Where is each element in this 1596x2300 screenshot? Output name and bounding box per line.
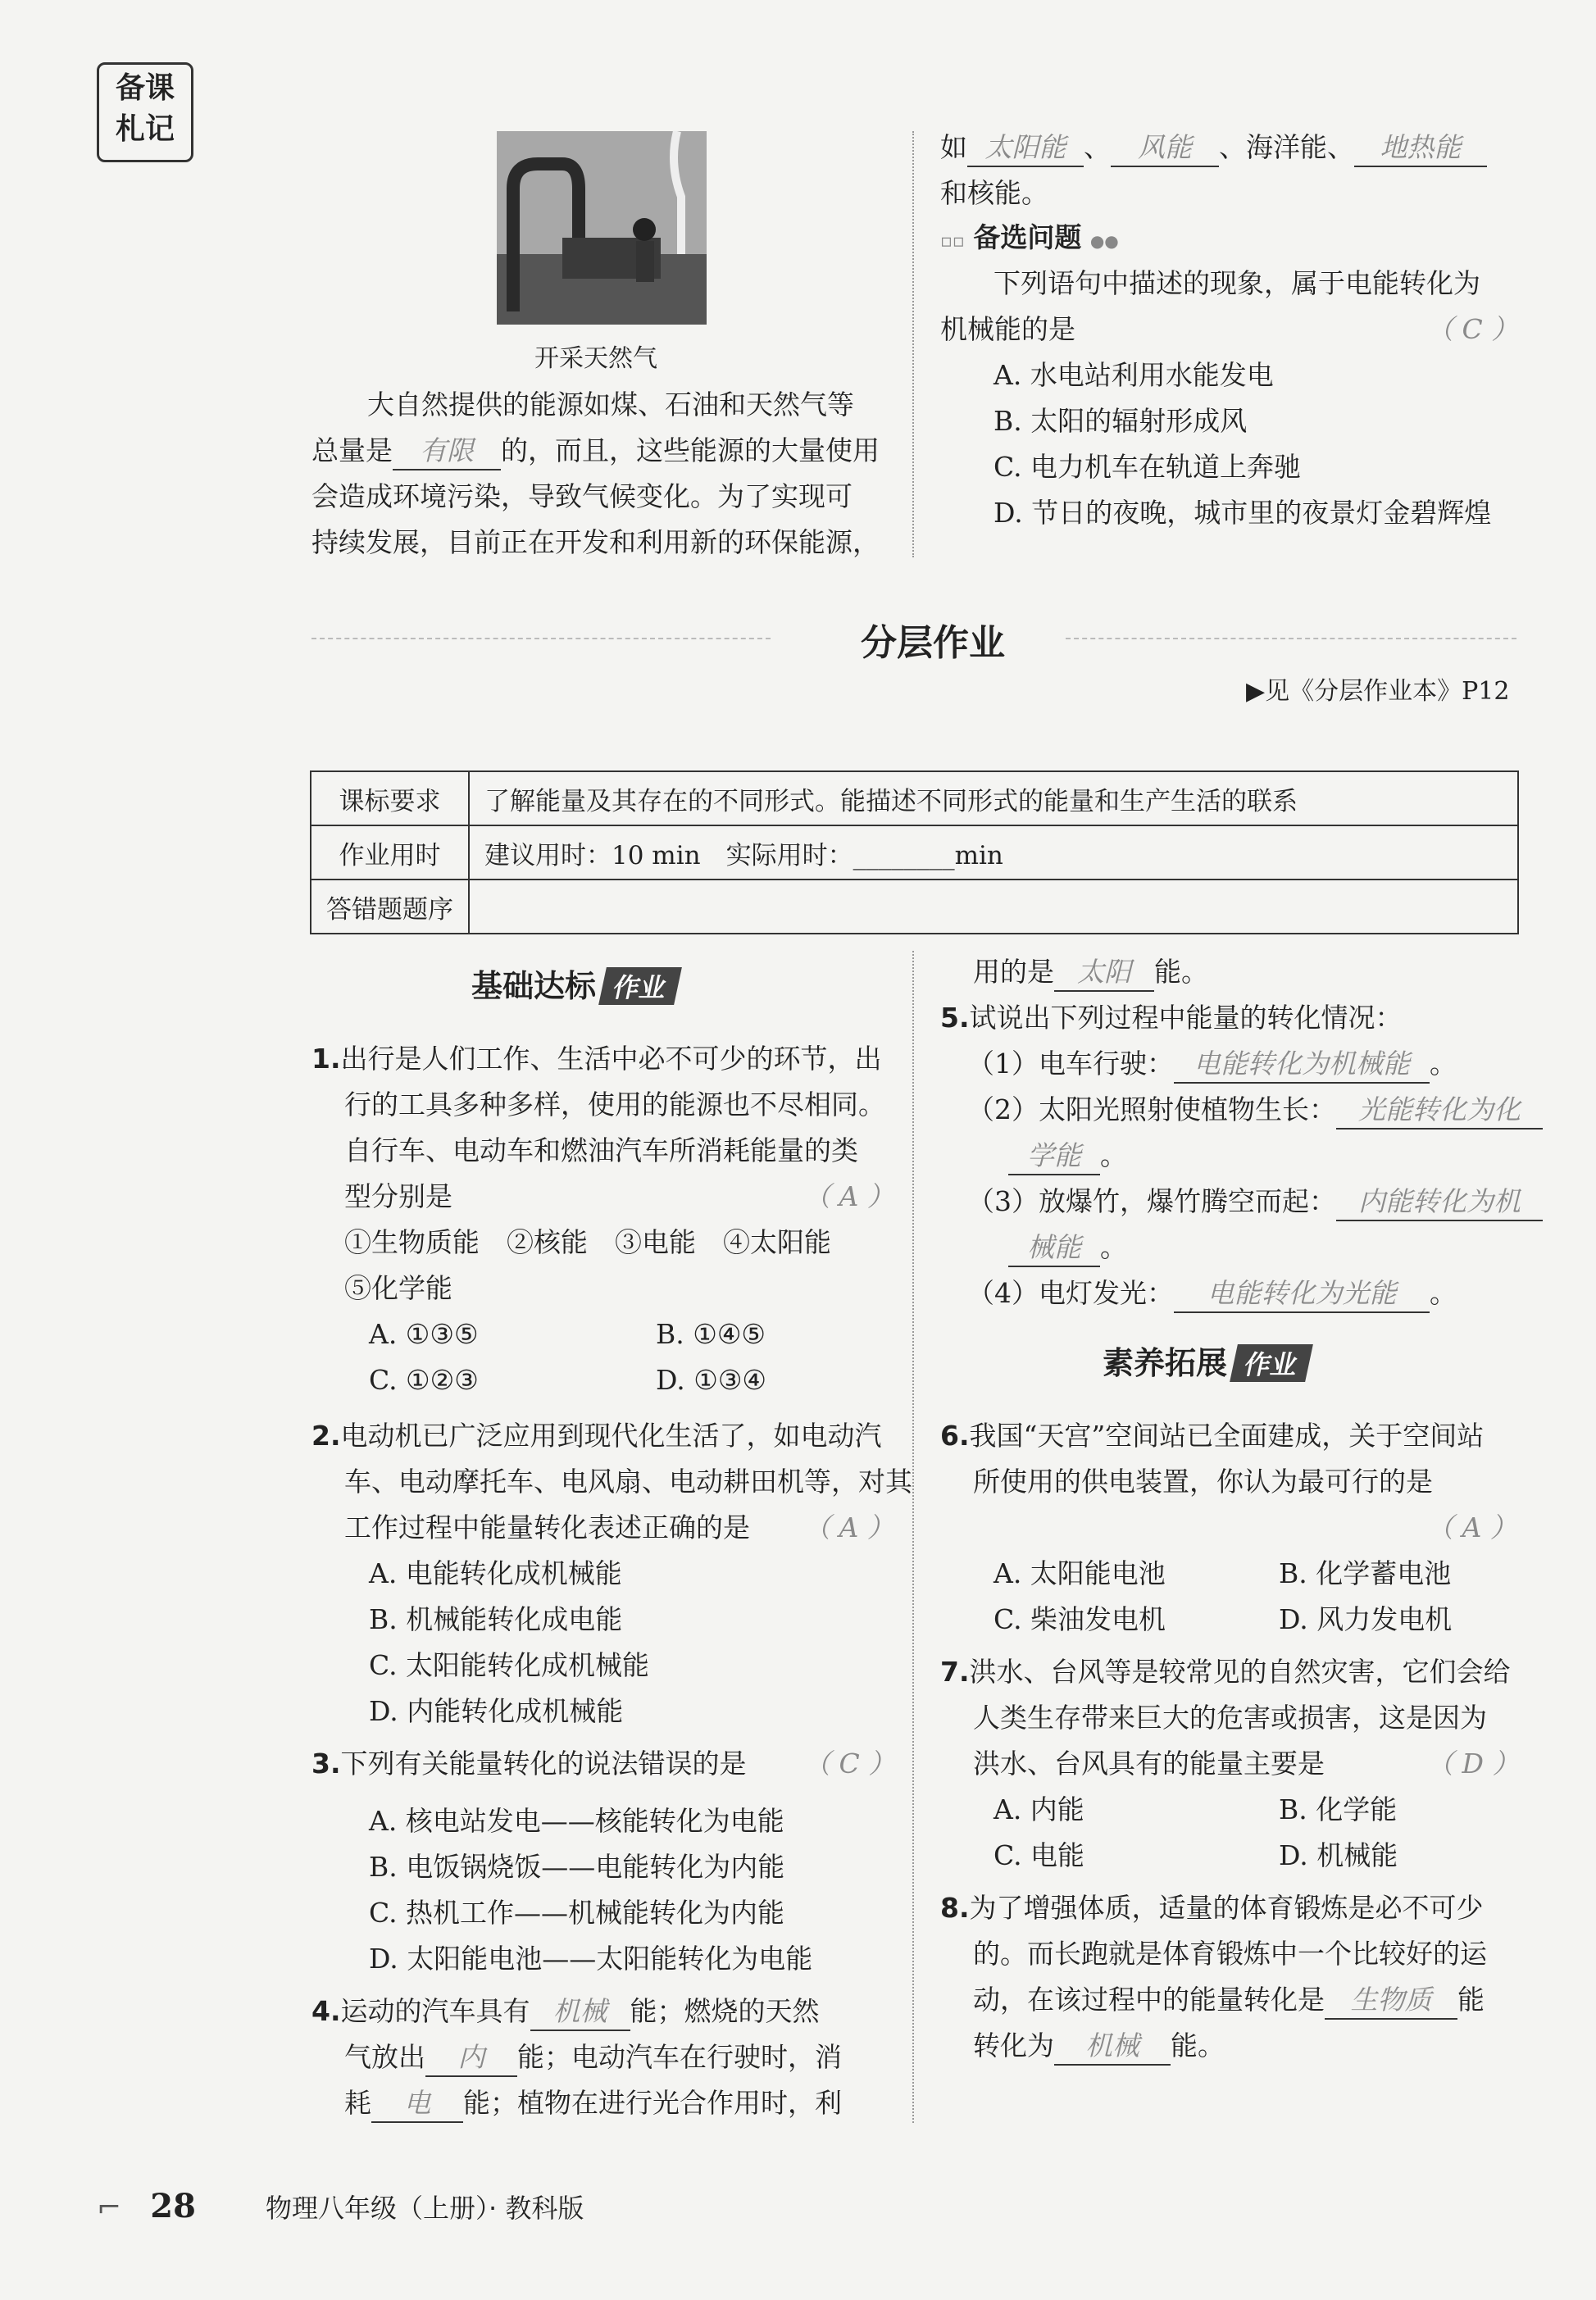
q4-text: 用的是	[973, 956, 1054, 988]
ext-section-title	[1103, 1338, 1309, 1383]
q8-line-2: 的。而长跑就是体育锻炼中一个比较好的运	[973, 1938, 1487, 1970]
ext-title: 素养拓展	[1103, 1345, 1228, 1381]
q5-text: 。	[1100, 1231, 1127, 1263]
q4-text: 运动的汽车具有	[340, 1995, 530, 2027]
q2-option-d: D. 内能转化成机械能	[369, 1695, 624, 1727]
intro-line-2	[311, 428, 880, 474]
answer-blank: 地热能	[1354, 130, 1487, 167]
q1-line-4: 型分别是	[344, 1180, 452, 1212]
answer-blank: 光能转化为化	[1336, 1092, 1543, 1130]
answer-blank: 机械	[1054, 2028, 1171, 2066]
q7-option-d: D. 机械能	[1279, 1839, 1398, 1871]
q6-option-a: A. 太阳能电池	[994, 1557, 1166, 1589]
q1-line-2: 行的工具多种多样，使用的能源也不尽相同。	[344, 1089, 885, 1120]
dots-icon: ▫▫	[940, 231, 965, 252]
q8-text: 能	[1457, 1984, 1485, 2016]
page-number: 28	[150, 2187, 196, 2225]
notes-stamp	[97, 62, 193, 162]
q1-line-1	[311, 1036, 882, 1082]
answer-blank: 生物质	[1325, 1982, 1457, 2020]
question-number: 5.	[940, 1002, 970, 1034]
q4-text: 能。	[1154, 956, 1208, 988]
answer-blank: 内	[425, 2039, 517, 2077]
q4-text: 耗	[344, 2087, 371, 2119]
table-header: 课标要求	[311, 771, 469, 825]
photo-caption: 开采天然气	[534, 344, 657, 373]
column-divider	[912, 951, 914, 2123]
basic-tag: 作业	[598, 967, 682, 1005]
table-cell	[469, 880, 1518, 934]
q7-text: 洪水、台风等是较常见的自然灾害，它们会给	[969, 1656, 1511, 1688]
q1-line-3: 自行车、电动车和燃油汽车所消耗能量的类	[344, 1134, 858, 1166]
q5-text: 试说出下列过程中能量的转化情况：	[969, 1002, 1403, 1034]
answer-blank: 械能	[1008, 1230, 1100, 1267]
q5-part-3	[967, 1179, 1543, 1225]
q3-option-d: D. 太阳能电池——太阳能转化为电能	[369, 1943, 813, 1975]
q6-option-c: C. 柴油发电机	[994, 1603, 1166, 1635]
table-cell: 了解能量及其存在的不同形式。能描述不同形式的能量和生产生活的联系	[469, 771, 1518, 825]
q3-answer: （ C ）	[803, 1748, 896, 1780]
section-rule-left	[311, 638, 771, 639]
intro-text: 总量是	[311, 434, 393, 466]
q5-text: （3）放爆竹，爆竹腾空而起：	[967, 1185, 1336, 1217]
q7-option-b: B. 化学能	[1279, 1793, 1398, 1825]
q1-option-b: B. ①④⑤	[656, 1318, 766, 1350]
intro-text: 、海洋能、	[1219, 131, 1354, 163]
q6-text: 我国“天宫”空间站已全面建成，关于空间站	[969, 1420, 1485, 1452]
q2-line-1	[311, 1413, 882, 1459]
q4-line-3	[344, 2080, 842, 2126]
q5-part-3b	[1008, 1225, 1127, 1270]
question-number: 7.	[940, 1656, 970, 1688]
answer-blank: 内能转化为机	[1336, 1184, 1543, 1221]
q5-text: 。	[1430, 1277, 1457, 1309]
q7-option-a: A. 内能	[994, 1793, 1084, 1825]
q1-option-a: A. ①③⑤	[369, 1318, 479, 1350]
q3-option-a: A. 核电站发电——核能转化为电能	[369, 1805, 784, 1837]
q5-part-1	[967, 1041, 1457, 1087]
intro-right-1	[940, 125, 1487, 170]
q5-text: （1）电车行驶：	[967, 1048, 1174, 1080]
requirements-table	[310, 770, 1519, 934]
backup-option-c: C. 电力机车在轨道上奔驰	[994, 451, 1302, 483]
answer-blank: 有限	[393, 433, 501, 470]
q2-line-3: 工作过程中能量转化表述正确的是	[344, 1511, 750, 1543]
table-row	[311, 771, 1518, 825]
q3-line-1	[311, 1741, 747, 1787]
q2-option-c: C. 太阳能转化成机械能	[369, 1649, 650, 1681]
backup-question-2: 机械能的是	[940, 313, 1075, 345]
layered-ref-text: 见《分层作业本》P12	[1265, 677, 1510, 706]
q7-answer: （ D ）	[1426, 1748, 1520, 1780]
intro-text: 、	[1084, 131, 1111, 163]
footer-mark-icon: ⌐	[97, 2191, 122, 2225]
question-number: 6.	[940, 1420, 970, 1452]
table-row	[311, 825, 1518, 880]
q6-option-d: D. 风力发电机	[1279, 1603, 1453, 1635]
q8-text: 为了增强体质，适量的体育锻炼是必不可少	[969, 1892, 1484, 1924]
q4-text: 气放出	[344, 2041, 425, 2073]
arrow-icon: ▶	[1246, 677, 1266, 706]
dots-icon: ●●	[1089, 231, 1119, 251]
table-header: 答错题题序	[311, 880, 469, 934]
question-number: 8.	[940, 1892, 970, 1924]
answer-blank: 机械	[530, 1993, 630, 2031]
intro-text: 如	[940, 131, 967, 163]
ext-tag: 作业	[1230, 1344, 1313, 1382]
q7-option-c: C. 电能	[994, 1839, 1085, 1871]
q5-text: （4）电灯发光：	[967, 1277, 1174, 1309]
answer-blank: 电能转化为机械能	[1174, 1046, 1430, 1084]
answer-blank: 电	[371, 2085, 463, 2123]
q1-answer: （ A ）	[803, 1180, 894, 1212]
backup-question-1: 下列语句中描述的现象，属于电能转化为	[994, 267, 1480, 299]
intro-text: 的，而且，这些能源的大量使用	[501, 434, 880, 466]
q4-line-4	[973, 949, 1208, 995]
question-number: 2.	[311, 1420, 341, 1452]
basic-title: 基础达标	[471, 968, 597, 1004]
q4-text: 能；植物在进行光合作用时，利	[463, 2087, 842, 2119]
backup-answer: （ C ）	[1426, 313, 1519, 345]
q2-option-a: A. 电能转化成机械能	[369, 1557, 622, 1589]
q8-text: 转化为	[973, 2030, 1054, 2061]
question-number: 4.	[311, 1995, 341, 2027]
layered-ref	[1246, 669, 1509, 715]
q7-line-3: 洪水、台风具有的能量主要是	[973, 1748, 1325, 1780]
q7-line-2: 人类生存带来巨大的危害或损害，这是因为	[973, 1702, 1487, 1734]
q5-text: 。	[1100, 1139, 1127, 1171]
intro-line-1: 大自然提供的能源如煤、石油和天然气等	[367, 389, 854, 420]
q3-option-c: C. 热机工作——机械能转化为内能	[369, 1897, 785, 1929]
natural-gas-photo	[497, 131, 707, 325]
intro-right-2: 和核能。	[940, 177, 1048, 209]
answer-blank: 风能	[1111, 130, 1219, 167]
q4-text: 能；电动汽车在行驶时，消	[517, 2041, 842, 2073]
table-cell: 建议用时：10 min 实际用时：________min	[469, 825, 1518, 880]
backup-title-text: 备选问题	[973, 221, 1082, 253]
q5-text: 。	[1430, 1048, 1457, 1080]
section-rule-right	[1066, 638, 1516, 639]
q6-option-b: B. 化学蓄电池	[1279, 1557, 1452, 1589]
column-divider	[912, 131, 914, 557]
q2-text: 电动机已广泛应用到现代化生活了，如电动汽	[340, 1420, 882, 1452]
answer-blank: 学能	[1008, 1138, 1100, 1175]
q8-line-3	[973, 1977, 1485, 2023]
footer-bar	[97, 2187, 720, 2233]
q1-line-5: ①生物质能 ②核能 ③电能 ④太阳能	[344, 1226, 831, 1258]
q1-option-c: C. ①②③	[369, 1364, 479, 1396]
answer-blank: 太阳能	[967, 130, 1084, 167]
question-number: 3.	[311, 1748, 341, 1780]
q5-text: （2）太阳光照射使植物生长：	[967, 1093, 1336, 1125]
q6-answer: （ A ）	[1426, 1511, 1517, 1543]
q3-option-b: B. 电饭锅烧饭——电能转化为内能	[369, 1851, 785, 1883]
answer-blank: 电能转化为光能	[1174, 1275, 1430, 1313]
q5-part-2b	[1008, 1133, 1127, 1179]
q2-option-b: B. 机械能转化成电能	[369, 1603, 623, 1635]
intro-line-4: 持续发展，目前正在开发和利用新的环保能源，	[311, 526, 880, 558]
q1-option-d: D. ①③④	[656, 1364, 767, 1396]
backup-option-a: A. 水电站利用水能发电	[994, 359, 1274, 391]
q1-text: 出行是人们工作、生活中必不可少的环节，出	[340, 1043, 882, 1075]
q5-part-2	[967, 1087, 1543, 1133]
table-row	[311, 880, 1518, 934]
q4-text: 能；燃烧的天然	[630, 1995, 820, 2027]
q4-line-1	[311, 1989, 820, 2034]
stamp-line2: 札记	[115, 112, 175, 146]
q7-line-1	[940, 1649, 1511, 1695]
q4-line-2	[344, 2034, 842, 2080]
answer-blank: 太阳	[1054, 954, 1154, 992]
q5-part-4	[967, 1270, 1457, 1316]
stamp-line1: 备课	[115, 71, 175, 105]
q2-answer: （ A ）	[803, 1511, 894, 1543]
backup-option-b: B. 太阳的辐射形成风	[994, 405, 1248, 437]
q8-text: 动，在该过程中的能量转化是	[973, 1984, 1325, 2016]
table-header: 作业用时	[311, 825, 469, 880]
book-title: 物理八年级（上册）· 教科版	[266, 2193, 584, 2224]
backup-option-d: D. 节日的夜晚，城市里的夜景灯金碧辉煌	[994, 497, 1492, 529]
q2-line-2: 车、电动摩托车、电风扇、电动耕田机等，对其	[344, 1466, 912, 1498]
q6-line-2: 所使用的供电装置，你认为最可行的是	[973, 1466, 1433, 1498]
layered-title: 分层作业	[861, 622, 1005, 664]
q8-line-1	[940, 1885, 1484, 1931]
q3-text: 下列有关能量转化的说法错误的是	[340, 1748, 747, 1780]
q1-line-6: ⑤化学能	[344, 1272, 452, 1304]
q8-line-4	[973, 2023, 1225, 2069]
q6-line-1	[940, 1413, 1484, 1459]
question-number: 1.	[311, 1043, 341, 1075]
backup-title	[940, 215, 1119, 265]
q5-line-1	[940, 995, 1403, 1041]
basic-section-title	[471, 961, 678, 1006]
intro-line-3: 会造成环境污染，导致气候变化。为了实现可	[311, 480, 853, 512]
q8-text: 能。	[1171, 2030, 1225, 2061]
